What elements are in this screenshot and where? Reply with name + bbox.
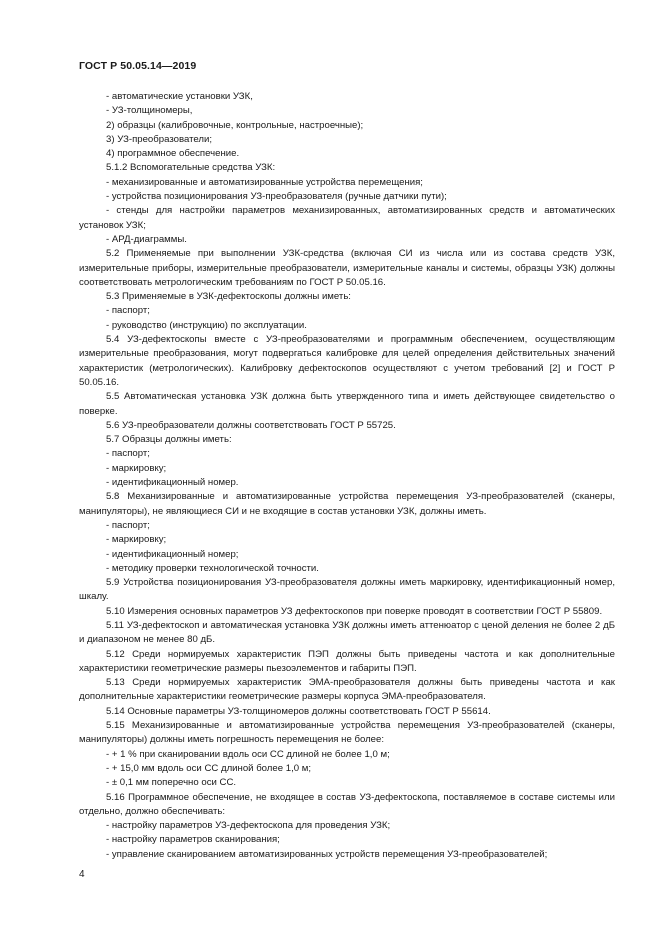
paragraph: - стенды для настройки параметров механизированных, автоматизированных средств и автоматических установок УЗК;	[79, 205, 615, 231]
paragraph: 5.10 Измерения основных параметров УЗ дефектоскопов при поверке проводят в соответствии ГОСТ Р 55809.	[106, 605, 603, 617]
paragraph: - паспорт;	[106, 519, 150, 531]
paragraph: - автоматические установки УЗК,	[106, 91, 253, 102]
paragraph: 5.2 Применяемые при выполнении УЗК-средства (включая СИ из числа или из состава средств УЗК, измерительные приборы, измерительные преобразователи, измерительные каналы и системы, образцы УЗК) должны соответствовать метрологическим требованиям по ГОСТ Р 50.05.16.	[79, 248, 615, 288]
paragraph: 5.8 Механизированные и автоматизированные устройства перемещения УЗ-преобразователей (сканеры, манипуляторы), не являющиеся СИ и не входящие в состав установки УЗК, должны иметь.	[79, 491, 615, 517]
paragraph: 5.9 Устройства позиционирования УЗ-преобразователя должны иметь маркировку, идентификационный номер, шкалу.	[79, 577, 615, 603]
paragraph: 5.13 Среди нормируемых характеристик ЭМА-преобразователя должны быть приведены частота и как дополнительные характеристики геометрические размеры корпуса ЭМА-преобразователя.	[79, 677, 615, 703]
paragraph: 4) программное обеспечение.	[106, 148, 240, 160]
paragraph: - АРД-диаграммы.	[106, 233, 187, 245]
paragraph: 5.14 Основные параметры УЗ-толщиномеров должны соответствовать ГОСТ Р 55614.	[106, 705, 491, 717]
paragraph: 2) образцы (калибровочные, контрольные, настроечные);	[106, 119, 364, 131]
paragraph: - устройства позиционирования УЗ-преобразователя (ручные датчики пути);	[106, 191, 447, 203]
paragraph: - маркировку;	[106, 462, 167, 474]
paragraph: 5.4 УЗ-дефектоскопы вместе с УЗ-преобразователями и программным обеспечением, осуществляющим измерительные преобразования, могут подвергаться калибровке для целей определения действительных значений характеристик (метрологических). Калибровку дефектоскопов осуществляют с учетом требований [2] и ГОСТ Р 50.05.16.	[79, 334, 615, 388]
paragraph: 5.7 Образцы должны иметь:	[106, 434, 232, 446]
paragraph: 5.5 Автоматическая установка УЗК должна быть утвержденного типа и иметь действующее свидетельство о поверке.	[79, 391, 615, 417]
paragraph: 5.1.2 Вспомогательные средства УЗК:	[106, 162, 276, 174]
paragraph: - идентификационный номер.	[106, 477, 239, 489]
paragraph: 5.15 Механизированные и автоматизированные устройства перемещения УЗ-преобразователей (сканеры, манипуляторы) должны иметь погрешность перемещения не более:	[79, 720, 615, 746]
paragraph: - УЗ-толщиномеры,	[106, 105, 193, 117]
paragraph: 3) УЗ-преобразователи;	[106, 133, 212, 145]
page-number: 4	[79, 869, 85, 880]
paragraph: - паспорт;	[106, 448, 150, 460]
paragraph: - методику проверки технологической точности.	[106, 562, 319, 574]
paragraph: - ± 0,1 мм поперечно оси СС.	[106, 777, 237, 789]
paragraph: 5.12 Среди нормируемых характеристик ПЭП должны быть приведены частота и как дополнительные характеристики геометрические размеры пьезоэлементов и габариты ПЭП.	[79, 648, 615, 674]
paragraph: 5.3 Применяемые в УЗК-дефектоскопы должны иметь:	[106, 291, 351, 303]
paragraph: 5.16 Программное обеспечение, не входящее в состав УЗ-дефектоскопа, поставляемое в составе системы или отдельно, должно обеспечивать:	[79, 791, 615, 817]
paragraph: - механизированные и автоматизированные устройства перемещения;	[106, 176, 423, 188]
paragraph: - идентификационный номер;	[106, 548, 239, 560]
paragraph: - руководство (инструкцию) по эксплуатации.	[106, 319, 307, 331]
paragraph: 5.11 УЗ-дефектоскоп и автоматическая установка УЗК должны иметь аттенюатор с ценой деления не более 2 дБ и диапазоном не менее 80 дБ.	[79, 619, 615, 646]
paragraph: - маркировку;	[106, 534, 167, 546]
paragraph: - настройку параметров УЗ-дефектоскопа для проведения УЗК;	[106, 820, 391, 832]
paragraph: - настройку параметров сканирования;	[106, 834, 280, 846]
paragraph: - паспорт;	[106, 305, 150, 317]
document-body	[79, 90, 615, 862]
paragraph: 5.6 УЗ-преобразователи должны соответствовать ГОСТ Р 55725.	[106, 419, 396, 431]
paragraph: - управление сканированием автоматизированных устройств перемещения УЗ-преобразователей;	[106, 848, 548, 860]
paragraph: - + 15,0 мм вдоль оси СС длиной более 1,0 м;	[106, 762, 312, 774]
document-header: ГОСТ Р 50.05.14—2019	[79, 60, 197, 72]
paragraph: - + 1 % при сканировании вдоль оси СС длиной не более 1,0 м;	[106, 748, 390, 760]
